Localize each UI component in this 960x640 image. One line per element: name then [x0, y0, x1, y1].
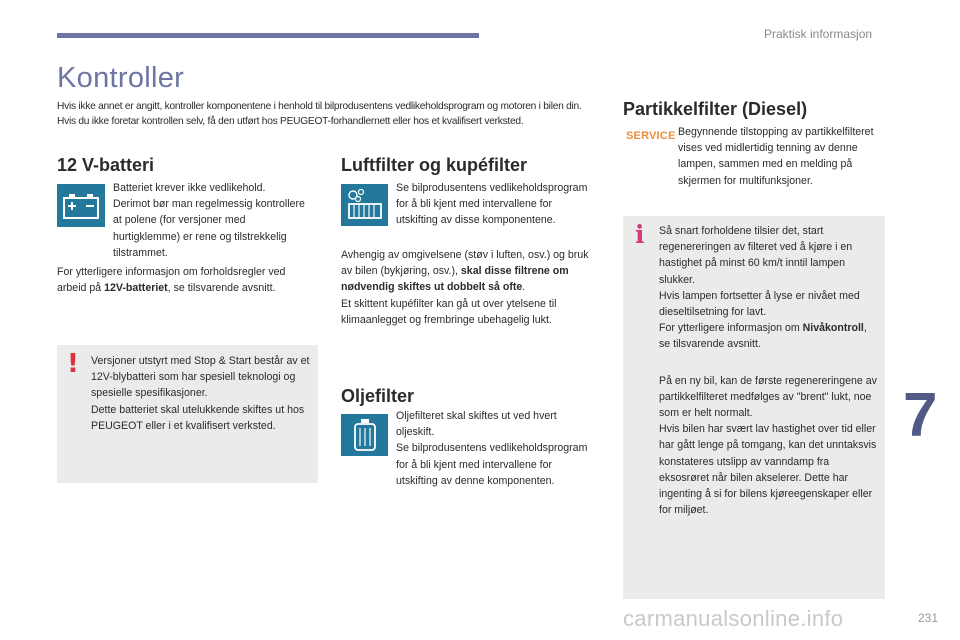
header-accent-bar [57, 33, 479, 38]
air-filter-icon-graphic [345, 188, 385, 222]
battery-icon [57, 184, 105, 227]
air-filter-text-2-bold: skal disse filtrene om nødvendig skiftes ut dobbelt så ofte [341, 265, 569, 294]
running-title: Praktisk informasjon [764, 27, 873, 41]
air-filter-text-2-pre: Avhengig av omgivelsene (støv i luften, osv.) og bruk av bilen (bykjøring, osv.), [341, 249, 589, 278]
info-paragraph-5: Hvis bilen har svært lav hastighet over tid eller har gått lenge på tomgang, kan det unntaksvis konstateres utslipp av vanndamp fra eksosrøret når bilen akselerer. Dette har ingenting å si for bilens kjøreegenskaper eller for miljøet. [659, 423, 877, 517]
battery-text-2-post: , se tilsvarende avsnitt. [167, 282, 276, 295]
air-filter-heading: Luftfilter og kupéfilter [341, 155, 527, 175]
battery-warning-paragraph-1: Versjoner utstyrt med Stop & Start består av et 12V-blybatteri som har spesiell teknologi og spesielle spesifikasjoner. [91, 355, 310, 400]
page-title: Kontroller [57, 62, 185, 94]
info-paragraph-4: På en ny bil, kan de første regenereringene av partikkelfilteret medfølges av "brent" lukt, noe som er helt normalt. [659, 374, 877, 420]
service-warning-icon: SERVICE [626, 130, 676, 142]
info-icon: i [635, 220, 645, 249]
air-filter-text-2 [341, 247, 601, 328]
info-paragraph-3-pre: For ytterligere informasjon om [659, 322, 803, 335]
particle-filter-info-box [623, 216, 885, 599]
info-paragraph-3-bold: Nivåkontroll [802, 322, 864, 335]
intro-paragraph-2: Hvis du ikke foretar kontrollen selv, få den utført hos PEUGEOT-forhandlernett eller hos et kvalifisert verksted. [57, 115, 524, 127]
air-filter-icon [341, 184, 388, 226]
battery-warning-box [57, 345, 318, 483]
battery-text-1: Batteriet krever ikke vedlikehold. Derimot bør man regelmessig kontrollere at polene (for versjoner med hurtigklemme) er rene og tilstrekkelig tilstrammet. [113, 182, 305, 259]
battery-text-2-bold: 12V-batteriet [104, 282, 168, 295]
oil-filter-paragraph-1: Oljefilteret skal skiftes ut ved hvert oljeskift. [396, 410, 557, 439]
watermark: carmanualsonline.info [623, 606, 844, 631]
air-filter-paragraph-2 [341, 247, 601, 296]
intro-text [57, 100, 617, 129]
air-filter-text-1: Se bilprodusentens vedlikeholdsprogram for å bli kjent med intervallene for utskifting av disse komponentene. [396, 182, 588, 227]
oil-filter-icon [341, 414, 388, 456]
battery-warning-text [91, 353, 311, 434]
info-paragraph-2: Hvis lampen fortsetter å lyse er nivået med dieseltilsetning for lavt. [659, 289, 860, 319]
air-filter-text-2-post: . [522, 281, 526, 294]
intro-paragraph-1: Hvis ikke annet er angitt, kontroller komponentene i henhold til bilprodusentens vedlikeholdsprogram og motoren i bilen din. [57, 101, 582, 112]
particle-filter-info-text [659, 223, 879, 518]
page-number: 231 [918, 611, 939, 625]
oil-filter-icon-graphic [350, 417, 380, 453]
battery-text-2-pre: For ytterligere informasjon om forholdsregler ved arbeid på [57, 266, 286, 295]
battery-icon-graphic [61, 191, 101, 221]
particle-filter-heading: Partikkelfilter (Diesel) [623, 99, 808, 119]
info-paragraph-3-post: , se tilsvarende avsnitt. [659, 322, 867, 351]
chapter-number: 7 [903, 381, 938, 450]
particle-filter-text-1: Begynnende tilstopping av partikkelfilteret vises ved midlertidig tenning av denne lampen, sammen med en melding på skjermen for multifunksjoner. [678, 126, 874, 187]
oil-filter-heading: Oljefilter [341, 386, 415, 406]
info-paragraph-1: Så snart forholdene tilsier det, start regenereringen av filteret ved å kjøre i en hastighet på minst 60 km/t inntil lampen slukker. [659, 225, 853, 286]
air-filter-paragraph-3: Et skittent kupéfilter kan gå ut over ytelsene til klimaanlegget og frembringe ubehagelig lukt. [341, 297, 557, 326]
battery-text-2 [57, 264, 307, 296]
oil-filter-paragraph-2: Se bilprodusentens vedlikeholdsprogram for å bli kjent med intervallene for utskifting av denne komponenten. [396, 442, 588, 487]
battery-warning-paragraph-2: Dette batteriet skal utelukkende skiftes ut hos PEUGEOT eller i et kvalifisert verksted. [91, 403, 305, 432]
warning-icon: ! [67, 349, 79, 379]
battery-heading: 12 V-batteri [57, 155, 155, 175]
oil-filter-text [396, 408, 596, 489]
info-paragraph-3 [659, 320, 879, 352]
